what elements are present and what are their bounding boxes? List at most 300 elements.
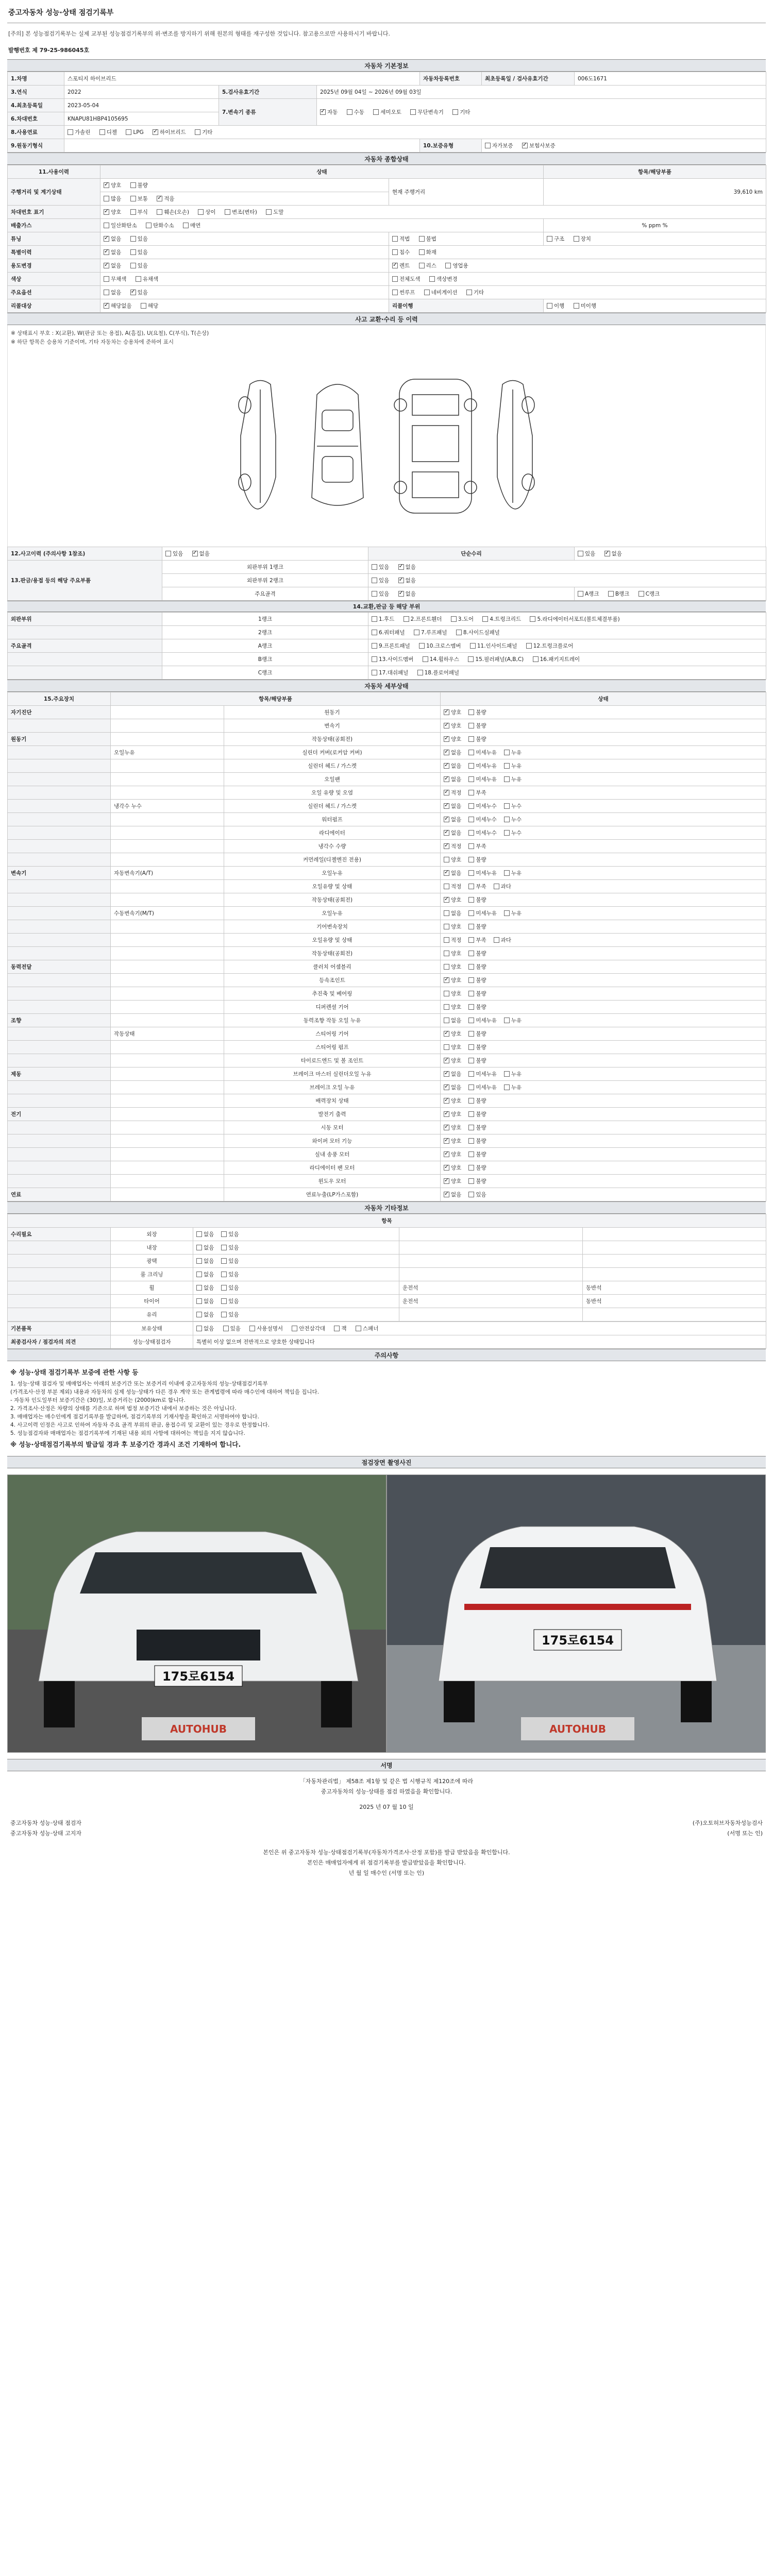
detail-option[interactable]: ✓ 양호 [444,1057,461,1064]
detail-option[interactable]: 불량 [468,976,486,984]
detail-item: 실린더 헤드 / 가스켓 [224,800,441,813]
other-row [8,1241,766,1255]
label-opinion: 최종검사자 / 점검자의 의견 [8,1335,111,1349]
detail-option[interactable]: ✓ 없음 [444,816,461,823]
checkbox[interactable] [444,897,449,903]
section-photos: 점검장면 촬영사진 [7,1456,766,1468]
value-reg-no: 006도1671 [575,72,766,86]
detail-option[interactable]: 불량 [468,1177,486,1185]
detail-option[interactable]: 불량 [468,1057,486,1064]
other-row [8,1308,766,1321]
checkbox[interactable] [196,1285,202,1291]
detail-option[interactable]: 미세누유 [468,909,497,917]
checkbox[interactable] [468,750,474,755]
detail-option[interactable]: ✓ 적정 [444,842,461,850]
detail-option[interactable]: 없음 [444,909,461,917]
detail-item: 와이퍼 모터 기능 [224,1134,441,1148]
opt-auto[interactable]: ✓ 자동 [320,108,338,116]
checkbox[interactable] [444,843,449,849]
detail-option[interactable]: ✓ 없음 [444,762,461,770]
detail-option[interactable]: 불량 [468,856,486,863]
detail-subgroup [111,853,224,867]
detail-state [441,706,766,719]
other-option[interactable]: 있음 [221,1230,239,1238]
detail-state [441,947,766,960]
checkbox[interactable] [468,884,474,889]
detail-option[interactable]: ✓ 없음 [444,749,461,756]
checkbox[interactable] [468,790,474,795]
other-side-passenger [583,1241,766,1255]
opt-manual[interactable]: 수동 [347,108,364,116]
checkbox[interactable] [196,1272,202,1277]
detail-option[interactable]: 불량 [468,1097,486,1105]
detail-row [8,1067,766,1081]
detail-option[interactable]: ✓ 양호 [444,1030,461,1038]
checkbox[interactable] [444,1058,449,1063]
detail-option[interactable]: ✓ 적정 [444,789,461,796]
detail-option[interactable]: 과다 [494,936,511,944]
checkbox[interactable] [444,951,449,956]
checkbox[interactable] [196,1258,202,1264]
detail-option[interactable]: ✓ 양호 [444,708,461,716]
other-option[interactable]: 있음 [221,1284,239,1292]
checkbox[interactable] [468,723,474,728]
detail-option[interactable]: ✓ 양호 [444,976,461,984]
detail-option[interactable]: 없음 [444,1016,461,1024]
detail-option[interactable]: ✓ 양호 [444,735,461,743]
detail-option[interactable]: 불량 [468,735,486,743]
checkbox[interactable] [504,803,510,809]
detail-state [441,934,766,947]
detail-option[interactable]: 양호 [444,990,461,997]
special-options: ✓ 없음 있음 [100,246,389,259]
label-vin-mark: 차대번호 표기 [8,206,100,219]
detail-option[interactable]: 불량 [468,1164,486,1172]
detail-option[interactable]: ✓ 없음 [444,1191,461,1198]
other-group [8,1295,111,1308]
other-side-driver [399,1308,583,1321]
checkbox[interactable] [444,736,449,742]
opt-semi[interactable]: 세미오토 [373,108,401,116]
checkbox[interactable] [444,1084,449,1090]
detail-option[interactable]: 과다 [494,883,511,890]
detail-subgroup [111,1067,224,1081]
checkbox[interactable] [221,1272,227,1277]
other-option[interactable]: 없음 [196,1230,214,1238]
checkbox[interactable] [444,776,449,782]
checkbox[interactable] [196,1245,202,1250]
checkbox[interactable] [504,1084,510,1090]
detail-option[interactable]: ✓ 없음 [444,802,461,810]
detail-option[interactable]: ✓ 양호 [444,1110,461,1118]
other-item: 내장 [111,1241,193,1255]
detail-option[interactable]: ✓ 양호 [444,1177,461,1185]
detail-option[interactable]: 누수 [504,816,522,823]
detail-device: 전기 [8,1108,111,1121]
checkbox[interactable] [196,1298,202,1304]
detail-device: 원동기 [8,733,111,746]
opt-self-warranty[interactable]: 자가보증 [485,142,513,149]
detail-option[interactable]: 미세누수 [468,816,497,823]
other-state [193,1281,399,1295]
detail-option[interactable]: ✓ 양호 [444,722,461,730]
detail-state [441,840,766,853]
detail-option[interactable]: 불량 [468,722,486,730]
car-interior-top-icon [394,379,477,513]
opt-insurance-warranty[interactable]: ✓ 보험사보증 [522,142,556,149]
other-option[interactable]: 없음 [196,1257,214,1265]
checkbox[interactable] [468,1125,474,1130]
detail-option[interactable]: 누유 [504,775,522,783]
detail-subgroup [111,880,224,893]
checkbox[interactable] [504,763,510,769]
detail-row [8,974,766,987]
checkbox[interactable] [444,937,449,943]
detail-option[interactable]: 미세누유 [468,775,497,783]
detail-option[interactable]: 누유 [504,1016,522,1024]
detail-option[interactable]: 누수 [504,802,522,810]
sign-body [7,1771,766,1818]
detail-option[interactable]: 부족 [468,789,486,796]
other-option[interactable]: 있음 [221,1257,239,1265]
section-basic-info: 자동차 기본정보 [7,59,766,72]
detail-option[interactable]: 양호 [444,1043,461,1051]
checkbox[interactable] [444,924,449,929]
checkbox[interactable] [196,1312,202,1317]
sign-line-1: 「자동차관리법」 제58조 제1항 및 같은 법 시행규칙 제120조에 따라 [299,1778,474,1785]
detail-option[interactable]: 누유 [504,909,522,917]
detail-subgroup [111,1041,224,1054]
checkbox[interactable] [468,763,474,769]
checkbox[interactable] [444,870,449,876]
other-option[interactable]: 없음 [196,1311,214,1318]
detail-option[interactable]: 미세누유 [468,762,497,770]
detail-item: 디퍼렌셜 기어 [224,1001,441,1014]
detail-state [441,773,766,786]
detail-row [8,1121,766,1134]
checkbox[interactable] [196,1231,202,1237]
checkbox[interactable] [444,709,449,715]
detail-option[interactable]: 누유 [504,762,522,770]
detail-option[interactable]: 미세누유 [468,1070,497,1078]
detail-option[interactable]: 미세누수 [468,802,497,810]
checkbox[interactable] [468,991,474,996]
parts-group-frame: 주요골격 [8,639,162,653]
checkbox[interactable] [444,1192,449,1197]
opt-lpg[interactable]: LPG [126,129,143,135]
checkbox[interactable] [444,977,449,983]
detail-option[interactable]: ✓ 양호 [444,1150,461,1158]
checkbox[interactable] [468,1031,474,1037]
checkbox[interactable] [221,1312,227,1317]
checkbox[interactable] [504,830,510,836]
checkbox[interactable] [221,1258,227,1264]
checkbox[interactable] [468,709,474,715]
checkbox[interactable] [494,884,499,889]
detail-row [8,826,766,840]
checkbox[interactable] [468,951,474,956]
detail-option[interactable]: 누유 [504,749,522,756]
detail-option[interactable]: 양호 [444,923,461,930]
checkbox[interactable] [468,924,474,929]
detail-row [8,853,766,867]
checkbox[interactable] [444,857,449,862]
detail-option[interactable]: ✓ 없음 [444,829,461,837]
opt-etc[interactable]: 기타 [452,108,470,116]
detail-item: 커먼레일(디젤엔진 전용) [224,853,441,867]
checkbox[interactable] [504,776,510,782]
checkbox[interactable] [444,1071,449,1077]
detail-row [8,773,766,786]
detail-option[interactable]: 양호 [444,1003,461,1011]
checkbox[interactable] [444,750,449,755]
checkbox[interactable] [468,937,474,943]
detail-option[interactable]: 누유 [504,869,522,877]
detail-option[interactable]: 불량 [468,963,486,971]
checkbox[interactable] [504,870,510,876]
other-option[interactable]: 있음 [221,1270,239,1278]
detail-option[interactable]: 불량 [468,1043,486,1051]
odometer-amount: 많음 보통 ✓ 적음 [100,192,389,206]
other-option[interactable]: 없음 [196,1297,214,1305]
checkbox[interactable] [468,1098,474,1104]
detail-state [441,759,766,773]
checkbox[interactable] [468,964,474,970]
basic-info-table [7,72,766,152]
detail-option[interactable]: 불량 [468,1003,486,1011]
checkbox[interactable] [494,937,499,943]
checkbox[interactable] [221,1231,227,1237]
checkbox[interactable] [468,843,474,849]
checkbox[interactable] [221,1285,227,1291]
checkbox[interactable] [444,1138,449,1144]
detail-option[interactable]: 불량 [468,923,486,930]
detail-option[interactable]: ✓ 양호 [444,1124,461,1131]
confirm-line-2: 본인은 매매업자에게 위 점검기록부를 발급받았음을 확인합니다. [307,1859,466,1866]
detail-option[interactable]: 불량 [468,896,486,904]
section-notes: 주의사항 [7,1349,766,1361]
detail-device [8,1134,111,1148]
checkbox[interactable] [468,803,474,809]
checkbox[interactable] [444,803,449,809]
checkbox[interactable] [468,897,474,903]
other-item: 휠 [111,1281,193,1295]
other-option[interactable]: 있음 [221,1311,239,1318]
detail-device [8,1094,111,1108]
checkbox[interactable] [444,1031,449,1037]
opt-fuel-etc[interactable]: 기타 [195,128,212,136]
other-side-passenger: 동반석 [583,1295,766,1308]
checkbox[interactable] [444,1111,449,1117]
checkbox[interactable] [468,1165,474,1171]
checkbox[interactable] [504,1071,510,1077]
checkbox[interactable] [504,750,510,755]
label-tuning: 튜닝 [8,232,100,246]
checkbox[interactable] [468,1004,474,1010]
opt-diesel[interactable]: 디젤 [99,128,117,136]
detail-option[interactable]: ✓ 양호 [444,1164,461,1172]
detail-device [8,800,111,813]
svg-text:175로6154: 175로6154 [162,1669,235,1684]
detail-row [8,1054,766,1067]
checkbox[interactable] [468,776,474,782]
detail-item: 클러치 어셈블리 [224,960,441,974]
detail-option[interactable]: ✓ 양호 [444,1097,461,1105]
document [7,5,766,1884]
checkbox[interactable] [221,1298,227,1304]
checkbox[interactable] [221,1245,227,1250]
label-inspection: 5.검사유효기간 [219,86,317,99]
checkbox[interactable] [468,1071,474,1077]
checkbox[interactable] [468,977,474,983]
label-recall-done: 리콜이행 [389,299,544,313]
detail-option[interactable]: 누수 [504,829,522,837]
checkbox[interactable] [468,1084,474,1090]
detail-option[interactable]: 부족 [468,842,486,850]
checkbox[interactable] [468,1044,474,1050]
detail-option[interactable]: 불량 [468,1124,486,1131]
checkbox[interactable] [444,790,449,795]
checkbox[interactable] [468,1111,474,1117]
detail-option[interactable]: 있음 [468,1191,486,1198]
checkbox[interactable] [444,1018,449,1023]
checkbox[interactable] [444,763,449,769]
label-opinion-sub: 성능·상태점검자 [111,1335,193,1349]
detail-device [8,1081,111,1094]
detail-option[interactable]: 불량 [468,1137,486,1145]
opt-hybrid[interactable]: ✓ 하이브리드 [153,128,186,136]
checkbox[interactable] [468,870,474,876]
label-parts: 13.판금/용접 등의 해당 주요부품 [8,561,162,601]
detail-col-device: 15.주요장치 [8,692,111,706]
label-rank1: 외판부위 1랭크 [162,561,368,574]
detail-row [8,934,766,947]
detail-item: 배력장치 상태 [224,1094,441,1108]
basic-items-options: 없음 있음 사용설명서 안전삼각대 잭 스패너 [193,1322,766,1335]
detail-option[interactable]: 미세누유 [468,869,497,877]
detail-option[interactable]: 양호 [444,963,461,971]
checkbox[interactable] [444,817,449,822]
other-option[interactable]: 없음 [196,1244,214,1251]
checkbox[interactable] [444,910,449,916]
detail-item: 타이로드엔드 및 볼 조인트 [224,1054,441,1067]
checkbox[interactable] [504,817,510,822]
detail-option[interactable]: 미세누유 [468,1083,497,1091]
emission-units: % ppm % [544,219,766,232]
checkbox[interactable] [444,964,449,970]
detail-option[interactable]: ✓ 없음 [444,869,461,877]
summary-col-state: 상태 [100,165,544,179]
detail-option[interactable]: 누유 [504,1083,522,1091]
checkbox[interactable] [444,1151,449,1157]
checkbox[interactable] [444,1125,449,1130]
detail-item: 변속기 [224,719,441,733]
checkbox[interactable] [444,1178,449,1184]
detail-option[interactable]: 불량 [468,708,486,716]
detail-option[interactable]: 누유 [504,1070,522,1078]
checkbox[interactable] [444,1004,449,1010]
detail-option[interactable]: ✓ 없음 [444,1083,461,1091]
checkbox[interactable] [468,1058,474,1063]
checkbox[interactable] [444,723,449,728]
detail-option[interactable]: ✓ 양호 [444,1137,461,1145]
checkbox[interactable] [468,817,474,822]
other-option[interactable]: 없음 [196,1270,214,1278]
detail-row [8,813,766,826]
checkbox[interactable] [444,1165,449,1171]
detail-option[interactable]: 부족 [468,883,486,890]
detail-option[interactable]: 양호 [444,856,461,863]
checkbox[interactable] [468,1178,474,1184]
detail-state [441,1148,766,1161]
detail-device [8,947,111,960]
detail-device [8,1161,111,1175]
checkbox[interactable] [468,1018,474,1023]
detail-state [441,786,766,800]
detail-option[interactable]: 불량 [468,1110,486,1118]
sign-line-2: 중고자동차의 성능·상태를 점검 하였음을 확인합니다. [321,1788,452,1795]
checkbox[interactable] [444,830,449,836]
detail-device [8,1121,111,1134]
checkbox[interactable] [468,830,474,836]
detail-option[interactable]: 불량 [468,1150,486,1158]
car-diagram-area [7,325,766,547]
detail-option[interactable]: 양호 [444,950,461,957]
other-option[interactable]: 없음 [196,1284,214,1292]
checkbox[interactable] [504,1018,510,1023]
detail-option[interactable]: 불량 [468,990,486,997]
other-side-passenger [583,1308,766,1321]
parts-rank-c: C랭크 [162,666,368,680]
detail-option[interactable]: 미세누유 [468,749,497,756]
detail-option[interactable]: 미세누유 [468,1016,497,1024]
detail-subgroup [111,1161,224,1175]
detail-option[interactable]: 적정 [444,936,461,944]
opt-cvt[interactable]: 무단변속기 [410,108,444,116]
checkbox[interactable] [504,910,510,916]
detail-option[interactable]: 적정 [444,883,461,890]
detail-option[interactable]: 미세누수 [468,829,497,837]
detail-option[interactable]: 부족 [468,936,486,944]
checkbox[interactable] [444,1044,449,1050]
checkbox[interactable] [468,736,474,742]
other-option[interactable]: 있음 [221,1244,239,1251]
checkbox[interactable] [468,857,474,862]
checkbox[interactable] [468,910,474,916]
opt-gasoline[interactable]: 가솔린 [68,128,90,136]
parts-rank-2: 2랭크 [162,626,368,639]
detail-option[interactable]: ✓ 없음 [444,1070,461,1078]
checkbox[interactable] [468,1192,474,1197]
detail-subgroup [111,733,224,746]
detail-device [8,840,111,853]
detail-option[interactable]: ✓ 없음 [444,775,461,783]
checkbox[interactable] [468,1151,474,1157]
detail-option[interactable]: 불량 [468,1030,486,1038]
detail-option[interactable]: ✓ 양호 [444,896,461,904]
other-option[interactable]: 있음 [221,1297,239,1305]
checkbox[interactable] [444,991,449,996]
detail-row [8,746,766,759]
detail-state [441,719,766,733]
detail-row [8,1001,766,1014]
checkbox[interactable] [468,1138,474,1144]
odometer-reading-value: 39,610 km [544,179,766,206]
detail-option[interactable]: 불량 [468,950,486,957]
checkbox[interactable] [444,884,449,889]
detail-state [441,733,766,746]
checkbox[interactable] [444,1098,449,1104]
